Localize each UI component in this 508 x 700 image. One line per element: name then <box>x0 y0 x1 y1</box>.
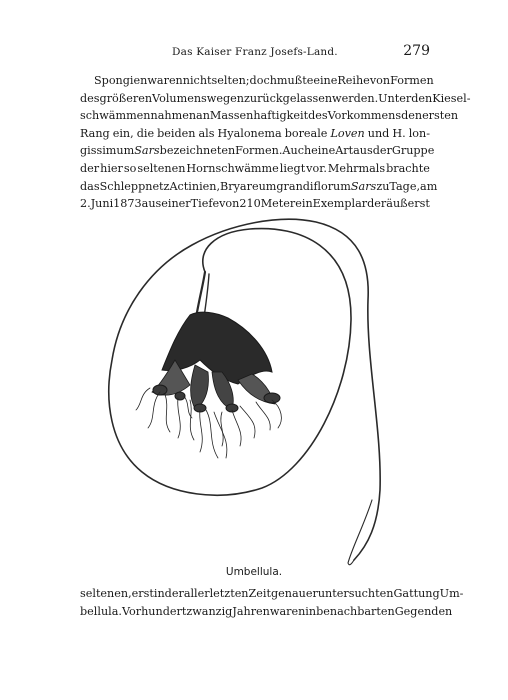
word: Formen <box>390 74 434 87</box>
word: ein <box>295 197 313 211</box>
word: hundertzwanzig <box>141 604 233 618</box>
word: Unter <box>378 91 412 105</box>
word: 2. <box>80 197 91 211</box>
word: Gegenden <box>394 604 453 618</box>
word: der <box>372 144 392 158</box>
body-text-top <box>80 72 471 213</box>
word: von <box>219 197 240 211</box>
word: mußte <box>276 74 314 87</box>
text-line <box>80 107 459 125</box>
word: Vorkommens <box>327 109 402 123</box>
word: Tage, <box>389 179 421 193</box>
word: seltenen, <box>80 587 132 600</box>
word: zurückgelassen <box>243 91 333 105</box>
text-line <box>80 585 464 603</box>
word: in <box>305 604 317 618</box>
word: Juni <box>90 197 114 211</box>
word: Exemplar <box>312 197 368 211</box>
polyp-neck <box>196 272 205 318</box>
word: Jahren <box>232 604 270 618</box>
word: nahmen <box>150 109 197 123</box>
word: äußerst <box>386 197 430 211</box>
word: waren <box>269 604 306 618</box>
page-number: 279 <box>403 43 430 59</box>
word: boreale <box>284 126 328 140</box>
word: Auch <box>282 144 312 158</box>
word: Schleppnetz <box>99 179 170 193</box>
tentacles <box>136 388 281 458</box>
word: Rang <box>80 126 110 140</box>
word: untersuchten <box>317 587 394 600</box>
word: als <box>198 126 215 140</box>
figure-caption: Umbellula. <box>225 566 283 578</box>
word: den <box>401 109 423 123</box>
word: gissimum <box>80 144 135 158</box>
word: doch <box>249 74 277 87</box>
word: an <box>196 109 210 123</box>
word: Hyalonema <box>217 126 282 140</box>
word: des <box>80 91 100 105</box>
text-line <box>80 125 430 143</box>
word: in <box>153 587 165 600</box>
word: Bryareum <box>220 179 277 193</box>
word: beiden <box>157 126 196 140</box>
word: Gattung <box>393 587 440 600</box>
text-line <box>80 142 435 160</box>
word: Massenhaftigkeit <box>209 109 309 123</box>
word: 210 <box>239 197 261 211</box>
word: der <box>367 197 387 211</box>
word: 1873 <box>113 197 142 211</box>
word: Zeit <box>248 587 271 600</box>
text-line <box>80 603 453 621</box>
word: der <box>80 161 100 175</box>
stalk-loop <box>109 219 380 560</box>
word: allerletzten <box>183 587 249 600</box>
word: erst <box>131 587 154 600</box>
word: zu <box>376 179 390 193</box>
word: und <box>367 126 390 140</box>
word: benachbarten <box>316 604 395 618</box>
text-line <box>80 90 471 108</box>
word: Hornschwämme <box>186 161 279 175</box>
polyp-cluster <box>152 312 280 412</box>
word: nicht <box>182 74 212 87</box>
text-line <box>80 178 438 196</box>
word: größeren <box>99 91 153 105</box>
word: genauer <box>271 587 318 600</box>
word: des <box>308 109 328 123</box>
word: den <box>411 91 433 105</box>
word: Um- <box>439 587 464 600</box>
word: selten; <box>211 74 250 87</box>
word: am <box>420 179 438 193</box>
body-text-bottom <box>80 585 464 620</box>
word: Volumens <box>152 91 207 105</box>
word: waren <box>147 74 183 87</box>
word: Kiesel- <box>432 91 471 105</box>
running-title: Das Kaiser Franz Josefs-Land. <box>172 46 338 58</box>
word: einer <box>161 197 191 211</box>
running-head <box>80 44 430 62</box>
word: Mehrmals <box>327 161 386 175</box>
word: lon- <box>408 126 430 140</box>
word: Reihe <box>337 74 370 87</box>
word: wegen <box>206 91 244 105</box>
word: H. <box>392 126 406 140</box>
word: eine <box>311 144 336 158</box>
word: ersten <box>422 109 459 123</box>
word: Art <box>335 144 354 158</box>
word: die <box>136 126 155 140</box>
word: Formen. <box>235 144 283 158</box>
word: aus <box>141 197 162 211</box>
word: brachte <box>386 161 430 175</box>
word: schwämmen <box>80 109 151 123</box>
text-line <box>80 72 434 90</box>
word: hier <box>100 161 123 175</box>
word: grandiflorum <box>276 179 351 193</box>
word: Gruppe <box>391 144 435 158</box>
word: bezeichneten <box>159 144 236 158</box>
word: eine <box>313 74 338 87</box>
word: Meter <box>260 197 296 211</box>
word: Actinien, <box>169 179 221 193</box>
word: das <box>80 179 100 193</box>
word: liegt <box>279 161 306 175</box>
word: Sars <box>134 144 160 158</box>
word: Spongien <box>94 74 148 87</box>
word: bellula. <box>80 604 122 618</box>
word: Vor <box>121 604 142 618</box>
word: Sars <box>350 179 377 193</box>
word: werden. <box>332 91 379 105</box>
word: Tiefe <box>190 197 220 211</box>
word: so <box>123 161 137 175</box>
text-line <box>80 160 430 178</box>
word: der <box>164 587 184 600</box>
text-line <box>80 195 430 213</box>
word: vor. <box>306 161 327 175</box>
word: aus <box>353 144 373 158</box>
word: ein, <box>112 126 134 140</box>
word: von <box>369 74 391 87</box>
word: seltenen <box>137 161 186 175</box>
word: Loven <box>330 126 365 140</box>
